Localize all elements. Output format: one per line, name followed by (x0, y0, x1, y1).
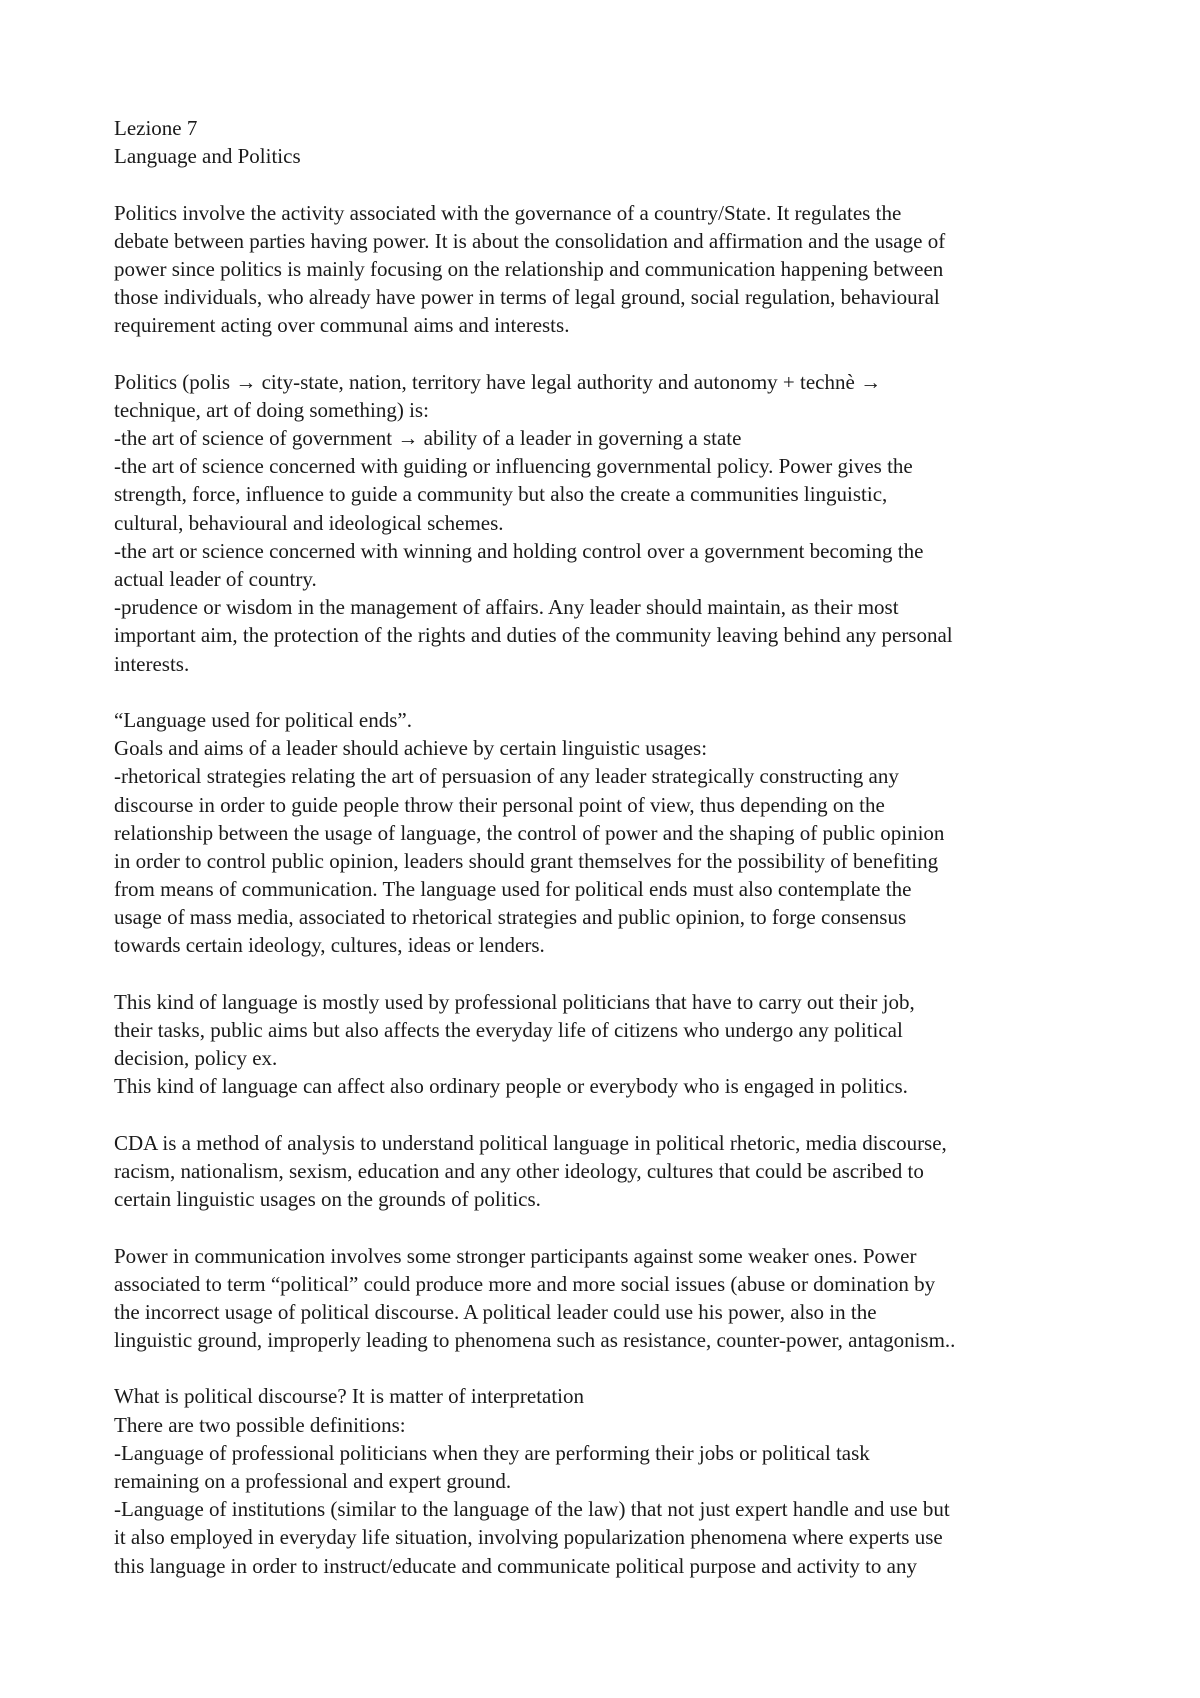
paragraph-spacer (114, 1213, 1094, 1241)
text-line: requirement acting over communal aims and interests. (114, 313, 570, 338)
paragraph (114, 1242, 1094, 1355)
text-line: discourse in order to guide people throw their personal point of view, thus depending on the (114, 792, 885, 817)
text-line: from means of communication. The language used for political ends must also contemplate the (114, 877, 912, 902)
paragraph (114, 1129, 1094, 1214)
document-title: Language and Politics (114, 144, 301, 169)
lesson-label: Lezione 7 (114, 116, 198, 140)
document-body (114, 114, 1094, 1580)
text-line: strength, force, influence to guide a community but also the create a communities linguistic, (114, 482, 888, 507)
text-line: Politics involve the activity associated with the governance of a country/State. It regulates the (114, 200, 902, 225)
text-line: interests. (114, 651, 190, 676)
text-line: power since politics is mainly focusing on the relationship and communication happening between (114, 256, 944, 281)
text-line: Goals and aims of a leader should achieve by certain linguistic usages: (114, 736, 708, 761)
paragraph-spacer (114, 170, 1094, 198)
paragraphs-container (114, 170, 1094, 1579)
text-line: towards certain ideology, cultures, ideas or lenders. (114, 933, 545, 958)
text-line: those individuals, who already have power in terms of legal ground, social regulation, behavioural (114, 285, 940, 310)
text-line: -rhetorical strategies relating the art of persuasion of any leader strategically constructing any (114, 764, 899, 789)
text-line: “Language used for political ends”. (114, 707, 412, 732)
text-line: This kind of language can affect also ordinary people or everybody who is engaged in politics. (114, 1074, 908, 1099)
paragraph (114, 706, 1094, 960)
text-line: -prudence or wisdom in the management of affairs. Any leader should maintain, as their most (114, 595, 899, 620)
text-line: debate between parties having power. It is about the consolidation and affirmation and the usage of (114, 228, 946, 253)
text-line: -the art or science concerned with winning and holding control over a government becoming the (114, 538, 924, 563)
paragraph (114, 1382, 1094, 1579)
text-line: technique, art of doing something) is: (114, 397, 429, 422)
text-line: usage of mass media, associated to rhetorical strategies and public opinion, to forge consensus (114, 905, 907, 930)
text-line: cultural, behavioural and ideological schemes. (114, 510, 504, 535)
text-line: -the art of science of government → ability of a leader in governing a state (114, 426, 742, 451)
text-line: linguistic ground, improperly leading to phenomena such as resistance, counter-power, antagonism.. (114, 1328, 956, 1353)
text-line: important aim, the protection of the rights and duties of the community leaving behind any personal (114, 623, 953, 648)
text-line: Power in communication involves some stronger participants against some weaker ones. Power (114, 1243, 917, 1268)
paragraph-spacer (114, 340, 1094, 368)
paragraph-spacer (114, 1101, 1094, 1129)
text-line: it also employed in everyday life situation, involving popularization phenomena where experts use (114, 1525, 943, 1550)
text-line: -Language of institutions (similar to the language of the law) that not just expert handle and use but (114, 1497, 950, 1522)
paragraph (114, 368, 1094, 678)
text-line: certain linguistic usages on the grounds of politics. (114, 1187, 541, 1212)
paragraph-spacer (114, 678, 1094, 706)
paragraph (114, 199, 1094, 340)
text-line: the incorrect usage of political discourse. A political leader could use his power, also in the (114, 1299, 877, 1324)
text-line: There are two possible definitions: (114, 1412, 406, 1437)
paragraph-spacer (114, 960, 1094, 988)
text-line: this language in order to instruct/educate and communicate political purpose and activity to any (114, 1553, 918, 1578)
paragraph-spacer (114, 1354, 1094, 1382)
text-line: What is political discourse? It is matter of interpretation (114, 1384, 585, 1409)
text-line: their tasks, public aims but also affects the everyday life of citizens who undergo any political (114, 1018, 903, 1042)
text-line: in order to control public opinion, leaders should grant themselves for the possibility of benefiting (114, 848, 939, 873)
text-line: -the art of science concerned with guiding or influencing governmental policy. Power gives the (114, 454, 913, 479)
text-line: decision, policy ex. (114, 1046, 278, 1071)
text-line: remaining on a professional and expert ground. (114, 1469, 512, 1493)
text-line: racism, nationalism, sexism, education and any other ideology, cultures that could be ascribed to (114, 1158, 924, 1183)
text-line: associated to term “political” could produce more and more social issues (abuse or domination by (114, 1271, 936, 1296)
text-line: actual leader of country. (114, 567, 317, 591)
text-line: -Language of professional politicians when they are performing their jobs or political task (114, 1440, 870, 1465)
text-line: CDA is a method of analysis to understand political language in political rhetoric, media discourse, (114, 1130, 947, 1155)
text-line: Politics (polis → city-state, nation, territory have legal authority and autonomy + technè → (114, 369, 882, 394)
text-line: This kind of language is mostly used by professional politicians that have to carry out their job, (114, 989, 915, 1014)
paragraph (114, 988, 1094, 1101)
text-line: relationship between the usage of language, the control of power and the shaping of public opinion (114, 820, 945, 845)
